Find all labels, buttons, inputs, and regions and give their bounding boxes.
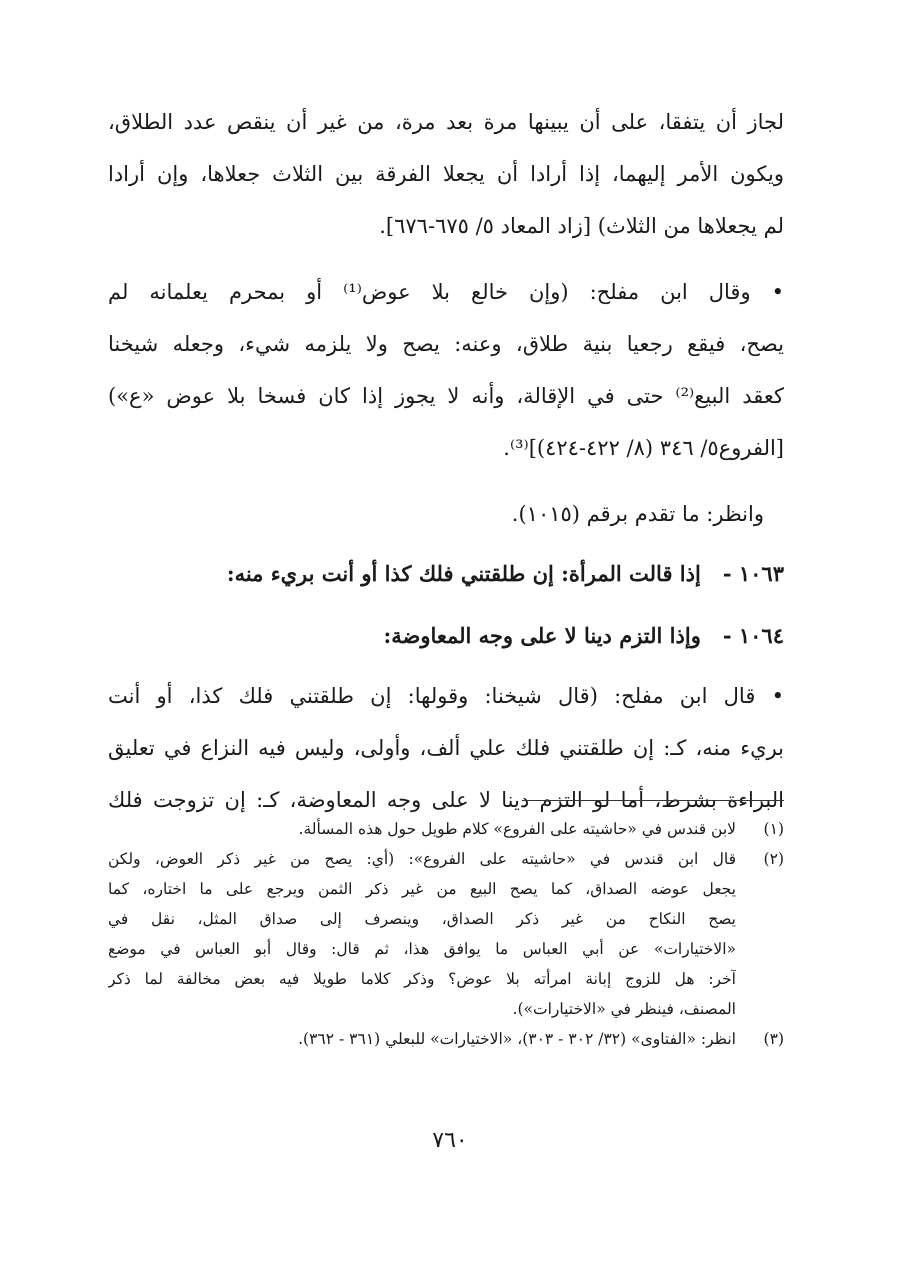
footnote-3	[108, 1024, 784, 1054]
footnote-line: «الاختيارات» عن أبي العباس ما يوافق هذا، ثم قال: وقال أبو العباس في موضع	[108, 940, 736, 958]
section-heading-1064	[108, 608, 784, 664]
footnote-line: يصح النكاح من غير ذكر الصداق، وينصرف إلى صداق المثل، نقل في	[108, 910, 736, 928]
section-title: إذا قالت المرأة: إن طلقتني فلك كذا أو أنت بريء منه:	[226, 561, 701, 586]
footnote-number: (١)	[763, 820, 784, 838]
footnote-line: انظر: «الفتاوى» (٣٢/ ٣٠٢ - ٣٠٣)، «الاختيارات» للبعلي (٣٦١ - ٣٦٢).	[298, 1030, 736, 1048]
text-line: [الفروع٥/ ٣٤٦ (٨/ ٤٢٢-٤٢٤)]⁽³⁾.	[503, 436, 784, 460]
footnote-2	[108, 844, 784, 1024]
text-line: ويكون الأمر إليهما، إذا أرادا أن يجعلا الفرقة بين الثلاث جعلاها، وإن أرادا	[108, 162, 784, 186]
section-number: ١٠٦٣ -	[722, 561, 784, 586]
text-line: لم يجعلاها من الثلاث) [زاد المعاد ٥/ ٦٧٥-٦٧٦].	[379, 214, 784, 238]
main-text	[108, 96, 784, 826]
footnote-separator	[522, 800, 784, 801]
section-heading-1063	[108, 546, 784, 602]
section-number: ١٠٦٤ -	[722, 623, 784, 648]
section-title: وإذا التزم دينا لا على وجه المعاوضة:	[383, 623, 701, 648]
paragraph-1	[108, 96, 784, 252]
footnote-line: لابن قندس في «حاشيته على الفروع» كلام طويل حول هذه المسألة.	[298, 820, 736, 838]
footnote-line: قال ابن قندس في «حاشيته على الفروع»: (أي: يصح من غير ذكر العوض، ولكن	[108, 850, 736, 868]
text-line: يصح، فيقع رجعيا بنية طلاق، وعنه: يصح ولا يلزمه شيء، وجعله شيخنا	[108, 332, 784, 356]
paragraph-3	[108, 670, 784, 826]
text-line: البراءة بشرط، أما لو التزم دينا لا على وجه المعاوضة، كـ: إن تزوجت فلك	[108, 788, 784, 812]
footnote-number: (٣)	[763, 1030, 784, 1048]
footnote-line: يجعل عوضه الصداق، كما يصح البيع من غير ذكر الثمن ويرجع على ما اختاره، كما	[108, 880, 736, 898]
footnotes	[108, 814, 784, 1054]
footnote-1	[108, 814, 784, 844]
text-line: لجاز أن يتفقا، على أن يبينها مرة بعد مرة، من غير أن ينقص عدد الطلاق،	[108, 110, 784, 134]
footnote-line: آخر: هل للزوج إبانة امرأته بلا عوض؟ وذكر كلاما طويلا فيه بعض مخالفة لما ذكر	[108, 970, 736, 988]
text-line: • وقال ابن مفلح: (وإن خالع بلا عوض⁽¹⁾ أو بمحرم يعلمانه لم	[108, 280, 784, 304]
text-line: بريء منه، كـ: إن طلقتني فلك علي ألف، وأولى، وليس فيه النزاع في تعليق	[108, 736, 784, 760]
footnote-line: المصنف، فينظر في «الاختيارات»).	[512, 1000, 736, 1018]
text-line: كعقد البيع⁽²⁾ حتى في الإقالة، وأنه لا يجوز إذا كان فسخا بلا عوض «ع»)	[108, 384, 784, 408]
page-number: ٧٦٠	[432, 1128, 468, 1153]
see-also-reference: وانظر: ما تقدم برقم (١٠١٥).	[511, 502, 764, 526]
footnote-number: (٢)	[763, 850, 784, 868]
paragraph-2	[108, 266, 784, 474]
text-line: • قال ابن مفلح: (قال شيخنا: وقولها: إن طلقتني فلك كذا، أو أنت	[108, 684, 784, 708]
